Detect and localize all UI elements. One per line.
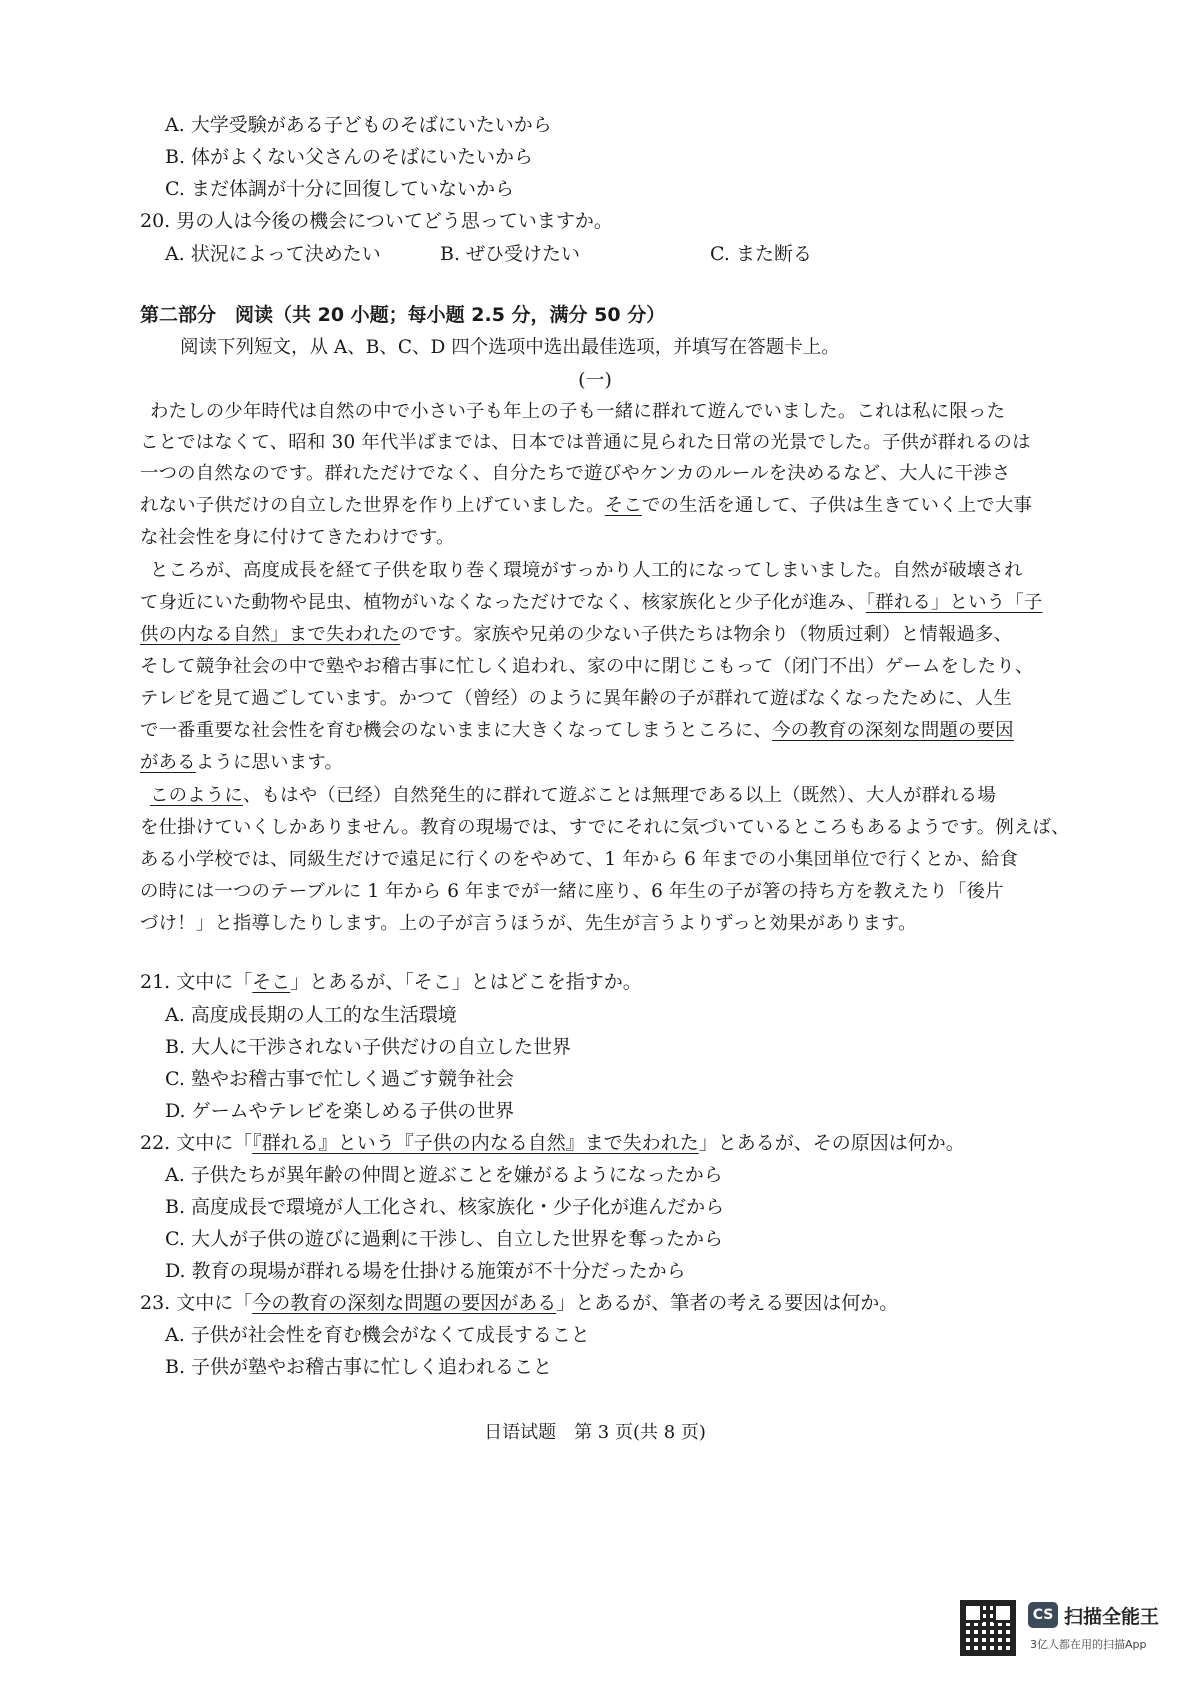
passage-line bbox=[140, 623, 1060, 647]
passage-line bbox=[140, 494, 1060, 518]
underlined-youin: 今の教育の深刻な問題の要因 bbox=[772, 720, 1014, 741]
qr-code-icon bbox=[960, 1600, 1016, 1656]
q19-option-a: A. 大学受験がある子どものそばにいたいから bbox=[165, 114, 552, 136]
page-footer: 日语试题 第 3 页(共 8 页) bbox=[484, 1422, 706, 1443]
passage-line bbox=[150, 784, 1070, 808]
passage-line: な社会性を身に付けてきたわけです。 bbox=[140, 527, 455, 548]
section-heading: 第二部分 阅读（共 20 小题；每小题 2.5 分，满分 50 分） bbox=[140, 304, 666, 326]
q20-option-c: C. また断る bbox=[710, 243, 812, 265]
passage-line: わたしの少年時代は自然の中で小さい子も年上の子も一緒に群れて遊んでいました。これは私に限った bbox=[150, 401, 1006, 422]
passage-text: での生活を通して、子供は生きていく上で大事 bbox=[641, 495, 1033, 516]
underlined-mureru-cont: 供の内なる自然」まで失われた bbox=[140, 624, 401, 645]
q21-pre: 21. 文中に「 bbox=[140, 971, 253, 993]
q22-post: 」とあるが、その原因は何か。 bbox=[698, 1132, 965, 1154]
passage-text: ように思います。 bbox=[195, 752, 344, 773]
passage-line: ある小学校では、同級生だけで遠足に行くのをやめて、1 年から 6 年までの小集団単位で行くとか、給食 bbox=[140, 849, 1019, 870]
q22-underlined: 『群れる』という『子供の内なる自然』まで失われた bbox=[252, 1132, 699, 1154]
q21-option-a: A. 高度成長期の人工的な生活環境 bbox=[165, 1004, 457, 1026]
passage-line bbox=[140, 719, 1060, 743]
q21-option-d: D. ゲームやテレビを楽しめる子供の世界 bbox=[165, 1100, 515, 1122]
q20-option-a: A. 状況によって決めたい bbox=[165, 243, 381, 265]
q20-option-b: B. ぜひ受けたい bbox=[440, 243, 581, 265]
passage-line bbox=[140, 591, 1060, 615]
underlined-soko: そこ bbox=[604, 495, 642, 516]
q19-option-c: C. まだ体調が十分に回復していないから bbox=[165, 178, 514, 200]
passage-line: そして競争社会の中で塾やお稽古事に忙しく追われ、家の中に閉じこもって（闭门不出）ゲームをしたり、 bbox=[140, 656, 1034, 677]
section-instruction: 阅读下列短文，从 A、B、C、D 四个选项中选出最佳选项，并填写在答题卡上。 bbox=[180, 337, 840, 358]
passage-line: 一つの自然なのです。群れただけでなく、自分たちで遊びやケンカのルールを決めるなど、大人に干渉さ bbox=[140, 463, 1011, 484]
q20-question: 20. 男の人は今後の機会についてどう思っていますか。 bbox=[140, 210, 613, 232]
scanner-watermark bbox=[960, 1600, 1160, 1670]
q22-option-a: A. 子供たちが異年齢の仲間と遊ぶことを嫌がるようになったから bbox=[165, 1164, 723, 1186]
passage-line: の時には一つのテーブルに 1 年から 6 年までが一緒に座り、6 年生の子が箸の持ち方を教えたり「後片 bbox=[140, 881, 1004, 902]
q21-question bbox=[140, 970, 642, 994]
q19-option-b: B. 体がよくない父さんのそばにいたいから bbox=[165, 146, 534, 168]
q23-question bbox=[140, 1291, 898, 1315]
passage-text: れない子供だけの自立した世界を作り上げていました。 bbox=[140, 495, 605, 516]
q23-option-b: B. 子供が塾やお稽古事に忙しく追われること bbox=[165, 1356, 553, 1378]
q21-option-b: B. 大人に干渉されない子供だけの自立した世界 bbox=[165, 1036, 572, 1058]
underlined-konoyouni: このように bbox=[150, 785, 243, 806]
q22-pre: 22. 文中に「 bbox=[140, 1132, 253, 1154]
underlined-mureru: 「群れる」という「子 bbox=[865, 592, 1043, 613]
q23-pre: 23. 文中に「 bbox=[140, 1292, 253, 1314]
q21-underlined: そこ bbox=[252, 971, 291, 993]
passage-number: (一) bbox=[578, 369, 612, 391]
q22-option-b: B. 高度成長で環境が人工化され、核家族化・少子化が進んだから bbox=[165, 1196, 725, 1218]
passage-text: 、もはや（已经）自然発生的に群れて遊ぶことは無理である以上（既然）、大人が群れる場 bbox=[242, 785, 996, 806]
passage-line: づけ！」と指導したりします。上の子が言うほうが、先生が言うよりずっと効果があります。 bbox=[140, 913, 917, 934]
passage-line bbox=[140, 751, 1060, 775]
scanner-app-name: 扫描全能王 bbox=[1064, 1606, 1160, 1628]
cs-logo: CS bbox=[1028, 1602, 1058, 1628]
q22-option-c: C. 大人が子供の遊びに過剰に干渉し、自立した世界を奪ったから bbox=[165, 1228, 723, 1250]
underlined-youin-cont: がある bbox=[140, 752, 196, 773]
q21-option-c: C. 塾やお稽古事で忙しく過ごす競争社会 bbox=[165, 1068, 514, 1090]
passage-line: を仕掛けていくしかありません。教育の現場では、すでにそれに気づいているところもあるようです。例えば、 bbox=[140, 817, 1070, 838]
scanner-app-tagline: 3亿人都在用的扫描App bbox=[1030, 1638, 1147, 1651]
passage-line: テレビを見て過ごしています。かつて（曾经）のように異年齢の子が群れて遊ばなくなったために、人生 bbox=[140, 688, 1012, 709]
passage-line: ところが、高度成長を経て子供を取り巻く環境がすっかり人工的になってしまいました。自然が破壊され bbox=[150, 560, 1023, 581]
q21-post: 」とあるが、「そこ」とはどこを指すか。 bbox=[290, 971, 642, 993]
passage-text: て身近にいた動物や昆虫、植物がいなくなっただけでなく、核家族化と少子化が進み、 bbox=[140, 592, 866, 613]
passage-line: ことではなくて、昭和 30 年代半ばまでは、日本では普通に見られた日常の光景でした。子供が群れるのは bbox=[140, 432, 1031, 453]
q22-question bbox=[140, 1131, 965, 1155]
q23-option-a: A. 子供が社会性を育む機会がなくて成長すること bbox=[165, 1324, 590, 1346]
passage-text: で一番重要な社会性を育む機会のないままに大きくなってしまうところに、 bbox=[140, 720, 773, 741]
q22-option-d: D. 教育の現場が群れる場を仕掛ける施策が不十分だったから bbox=[165, 1260, 686, 1282]
passage-text: のです。家族や兄弟の少ない子供たちは物余り（物质过剩）と情報過多、 bbox=[400, 624, 1013, 645]
q23-post: 」とあるが、筆者の考える要因は何か。 bbox=[556, 1292, 899, 1314]
q23-underlined: 今の教育の深刻な問題の要因がある bbox=[252, 1292, 557, 1314]
